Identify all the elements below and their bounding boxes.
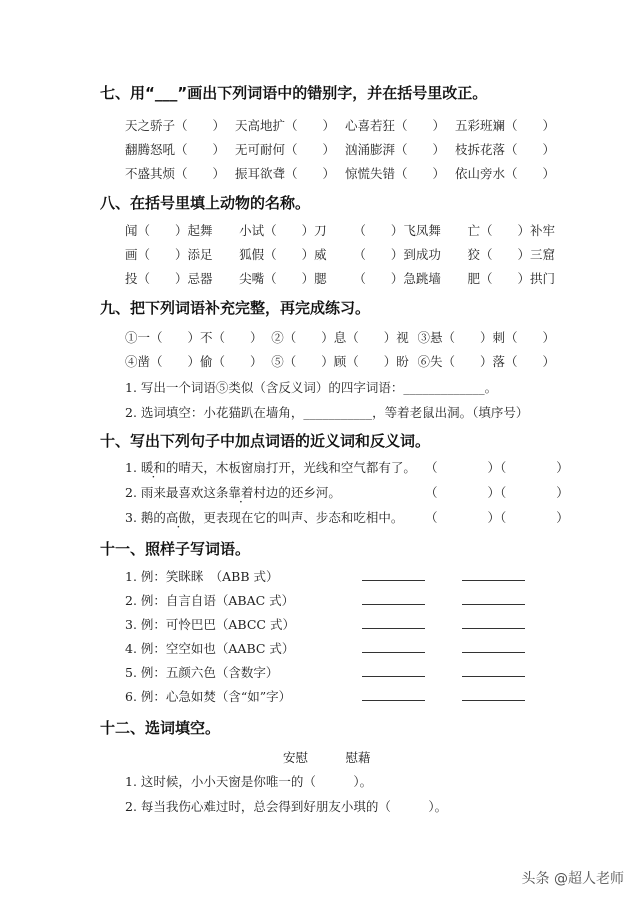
idiom-item: 闻（ ）起舞 [125, 223, 213, 238]
answer-line [362, 580, 425, 581]
section-8-title: 八、在括号里填上动物的名称。 [100, 194, 311, 212]
word-item: 无可耐何（ ） [234, 142, 335, 157]
word-item: 天之骄子（ ） [125, 118, 226, 133]
answer-line [462, 700, 525, 701]
sentence-text: 的晴天，木板窗扇打开，光线和空气都有了。 [165, 460, 416, 475]
example-item: 1. 例：笑眯眯 （ABB 式） [125, 569, 279, 584]
example-item: 6. 例：心急如焚（含“如”字） [125, 689, 292, 704]
watermark: 头条 @超人老师 [521, 871, 624, 887]
word-item: 汹涌膨湃（ ） [344, 142, 445, 157]
idiom-item: 狡（ ）三窟 [467, 247, 555, 262]
word-item: 天高地扩（ ） [234, 118, 335, 133]
example-item: 3. 例：可怜巴巴（ABCC 式） [125, 617, 295, 632]
answer-line [362, 604, 425, 605]
section-9-row-1 [125, 328, 555, 346]
idiom-item: 亡（ ）补牢 [467, 223, 555, 238]
phrase-item: ⑤（ ）顾（ ）盼 [271, 354, 409, 369]
word-item: 惊慌失错（ ） [344, 166, 445, 181]
section-12-title: 十二、选词填空。 [100, 719, 221, 737]
answer-line [462, 604, 525, 605]
sentence-1 [125, 458, 416, 476]
section-11-title: 十一、照样子写词语。 [100, 540, 251, 558]
answer-parens: （ ）（ ） [425, 510, 569, 525]
answer-line [362, 652, 425, 653]
phrase-item: ④凿（ ）偷（ ） [125, 354, 263, 369]
phrase-item: ①一（ ）不（ ） [125, 330, 263, 345]
word-item: 振耳欲聋（ ） [234, 166, 335, 181]
answer-line [362, 676, 425, 677]
answer-parens: （ ）（ ） [425, 460, 569, 475]
idiom-item: （ ）到成功 [353, 247, 441, 262]
sentence-2 [125, 483, 341, 501]
section-7-row-1 [125, 116, 555, 134]
sentence-text: 1. [125, 460, 141, 475]
answer-line [362, 700, 425, 701]
idiom-item: （ ）急跳墙 [353, 271, 441, 286]
sentence-text: 2. 雨来最喜欢这条 [125, 485, 229, 500]
section-9-question-1: 1. 写出一个词语⑤类似（含反义词）的四字词语：_____________。 [125, 380, 498, 395]
phrase-item: ③悬（ ）刺（ ） [417, 330, 555, 345]
dotted-word: 高傲 [165, 510, 191, 525]
dotted-word: 靠着 [228, 485, 254, 500]
word-item: 翻腾怒吼（ ） [125, 142, 226, 157]
idiom-item: 画（ ）添足 [125, 247, 213, 262]
sentence-text: 村边的还乡河。 [253, 485, 341, 500]
section-9-row-2 [125, 352, 555, 370]
example-item: 5. 例：五颜六色（含数字） [125, 665, 279, 680]
answer-line [462, 628, 525, 629]
answer-line [462, 676, 525, 677]
idiom-item: （ ）飞凤舞 [353, 223, 441, 238]
word-choices: 安慰 慰藉 [283, 750, 371, 765]
section-7-row-3 [125, 164, 555, 182]
sentence-text: 3. 鹅的 [125, 510, 166, 525]
phrase-item: ⑥失（ ）落（ ） [417, 354, 555, 369]
idiom-item: 尖嘴（ ）腮 [239, 271, 327, 286]
section-8-row-1 [125, 221, 555, 239]
answer-line [462, 652, 525, 653]
phrase-item: ②（ ）息（ ）视 [271, 330, 409, 345]
idiom-item: 投（ ）忌器 [125, 271, 213, 286]
section-10-title: 十、写出下列句子中加点词语的近义词和反义词。 [100, 432, 431, 450]
section-9-question-2: 2. 选词填空：小花猫趴在墙角，___________，等着老鼠出洞。（填序号） [125, 405, 529, 420]
section-12-question-1: 1. 这时候，小小天窗是你唯一的（ ）。 [125, 774, 373, 789]
word-item: 心喜若狂（ ） [344, 118, 445, 133]
section-7-title: 七、用“___”画出下列词语中的错别字，并在括号里改正。 [100, 84, 488, 102]
section-8-row-3 [125, 269, 555, 287]
example-item: 2. 例：自言自语（ABAC 式） [125, 593, 295, 608]
idiom-item: 肥（ ）拱门 [467, 271, 555, 286]
dotted-word: 暖和 [140, 460, 166, 475]
word-item: 依山旁水（ ） [454, 166, 555, 181]
answer-line [362, 628, 425, 629]
section-12-question-2: 2. 每当我伤心难过时，总会得到好朋友小琪的（ ）。 [125, 799, 448, 814]
section-7-row-2 [125, 140, 555, 158]
word-item: 五彩班斓（ ） [454, 118, 555, 133]
word-item: 不盛其烦（ ） [125, 166, 226, 181]
idiom-item: 狐假（ ）威 [239, 247, 327, 262]
answer-line [462, 580, 525, 581]
section-8-row-2 [125, 245, 555, 263]
answer-parens: （ ）（ ） [425, 485, 569, 500]
section-9-title: 九、把下列词语补充完整，再完成练习。 [100, 299, 371, 317]
idiom-item: 小试（ ）刀 [239, 223, 327, 238]
word-item: 枝拆花落（ ） [454, 142, 555, 157]
example-item: 4. 例：空空如也（AABC 式） [125, 641, 295, 656]
sentence-3 [125, 508, 403, 526]
sentence-text: ，更表现在它的叫声、步态和吃相中。 [190, 510, 404, 525]
